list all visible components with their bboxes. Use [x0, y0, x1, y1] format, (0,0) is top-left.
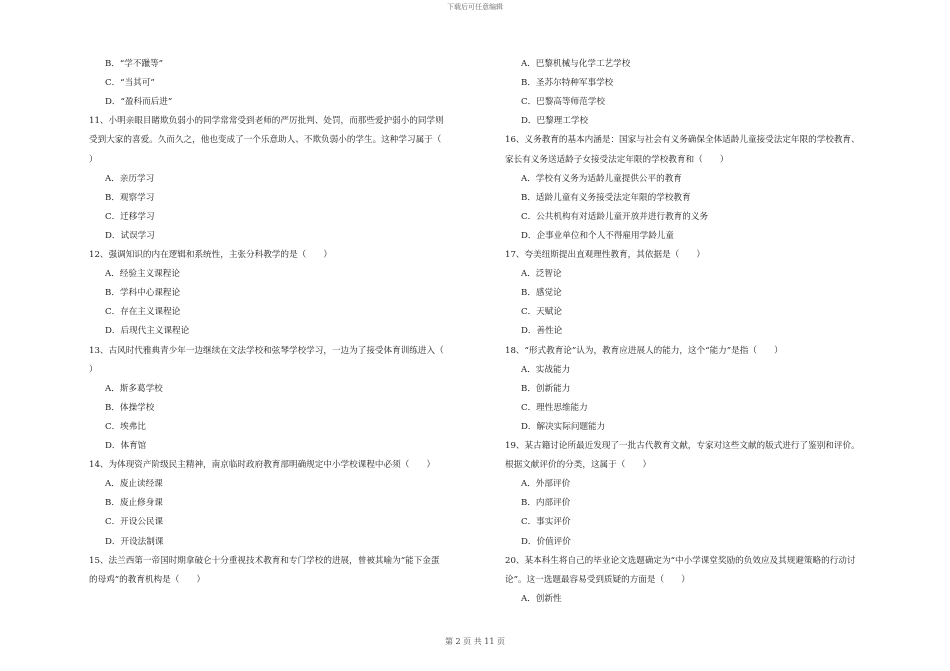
answer-option: B．适龄儿童有义务接受法定年限的学校教育	[521, 192, 691, 203]
answer-option: C．存在主义课程论	[105, 307, 181, 318]
question-text: 受到大家的喜爱。久而久之，他也变成了一个乐意助人、不欺负弱小的学生。这种学习属于（	[89, 135, 442, 146]
question-text: 16、义务教育的基本内涵是：国家与社会有义务确保全体适龄儿童接受法定年限的学校教育、	[505, 135, 860, 146]
question-text: 12、强调知识的内在逻辑和系统性，主张分科教学的是（ ）	[89, 250, 332, 260]
answer-option: B．体操学校	[105, 402, 155, 413]
question-text: 11、小明亲眼目睹欺负弱小的同学常常受到老师的严厉批判、处罚，而那些爱护弱小的同学则	[89, 116, 444, 127]
question-text: 15、法兰西第一帝国时期拿破仑十分重视技术教育和专门学校的进展，曾被其喻为“能下金蛋	[89, 555, 440, 566]
answer-option: A．巴黎机械与化学工艺学校	[521, 59, 631, 69]
question-text: ）	[89, 154, 98, 165]
answer-option: C．开设公民课	[105, 517, 164, 528]
answer-option: B．创新能力	[521, 383, 571, 394]
answer-option: C．公共机构有对适龄儿童开放并进行教育的义务	[521, 211, 709, 222]
answer-option: D．后现代主义课程论	[105, 326, 190, 337]
answer-option: A．亲历学习	[105, 173, 155, 184]
page-header: 下载后可任意编辑	[447, 3, 503, 11]
answer-option: B．感觉论	[521, 288, 562, 299]
answer-option: D．价值评价	[521, 536, 571, 547]
answer-option: D．体育馆	[105, 441, 147, 451]
question-text: 18、“形式教育论”认为，教育应进展人的能力，这个“能力”是指（ ）	[505, 345, 783, 356]
answer-option: C．“当其可”	[105, 78, 155, 89]
answer-option: C．理性思维能力	[521, 402, 588, 413]
question-text: 根据文献评价的分类，这属于（ ）	[505, 460, 652, 471]
answer-option: B．内部评价	[521, 498, 571, 509]
question-text: 17、夸美纽斯提出直观理性教育，其依据是（ ）	[505, 250, 705, 260]
answer-option: B．圣苏尔特种军事学校	[521, 78, 614, 89]
question-text: 20、某本科生将自己的毕业论文选题确定为“中小学课堂奖励的负效应及其规避策略的行动讨	[505, 555, 856, 566]
answer-option: C．迁移学习	[105, 211, 155, 222]
answer-option: C．事实评价	[521, 517, 571, 528]
answer-option: D．“盈科而后进”	[105, 97, 173, 108]
answer-option: D．巴黎理工学校	[521, 116, 589, 127]
answer-option: C．天赋论	[521, 307, 562, 318]
answer-option: B．“学不躐等”	[105, 59, 164, 69]
answer-option: A．实战能力	[521, 364, 571, 375]
answer-option: C．埃弗比	[105, 421, 146, 432]
answer-option: D．试误学习	[105, 230, 155, 241]
question-text: ）	[89, 364, 98, 375]
answer-option: D．善性论	[521, 326, 563, 337]
answer-option: A．泛智论	[521, 269, 562, 280]
question-text: 家长有义务送适龄子女接受法定年限的学校教育和（ ）	[505, 154, 729, 165]
answer-option: A．废止读经课	[105, 479, 163, 490]
answer-option: B．废止修身课	[105, 498, 163, 509]
answer-option: D．开设法制课	[105, 536, 164, 547]
question-text: 14、为体现资产阶级民主精神，南京临时政府教育部明确规定中小学校课程中必须（ ）	[89, 460, 436, 471]
answer-option: C．巴黎高等师范学校	[521, 97, 605, 108]
answer-option: A．创新性	[521, 593, 562, 604]
question-text: 13、古风时代雅典青少年一边继续在文法学校和弦琴学校学习，一边为了接受体育训练进入（	[89, 345, 444, 356]
answer-option: A．经验主义课程论	[105, 269, 180, 280]
question-text: 19、某古籍讨论所最近发现了一批古代教育文献，专家对这些文献的版式进行了鉴别和评价。	[505, 441, 860, 451]
answer-option: D．企事业单位和个人不得雇用学龄儿童	[521, 230, 674, 241]
page-footer: 第 2 页 共 11 页	[445, 637, 505, 646]
answer-option: B．学科中心课程论	[105, 288, 181, 299]
answer-option: B．观察学习	[105, 192, 155, 203]
answer-option: A．斯多葛学校	[105, 383, 163, 394]
answer-option: A．学校有义务为适龄儿童提供公平的教育	[521, 173, 682, 184]
question-text: 的母鸡”的教育机构是（ ）	[89, 574, 206, 585]
answer-option: A．外部评价	[521, 479, 571, 490]
answer-option: D．解决实际问题能力	[521, 421, 606, 432]
question-text: 论”。这一选题最容易受到质疑的方面是（ ）	[505, 574, 690, 585]
